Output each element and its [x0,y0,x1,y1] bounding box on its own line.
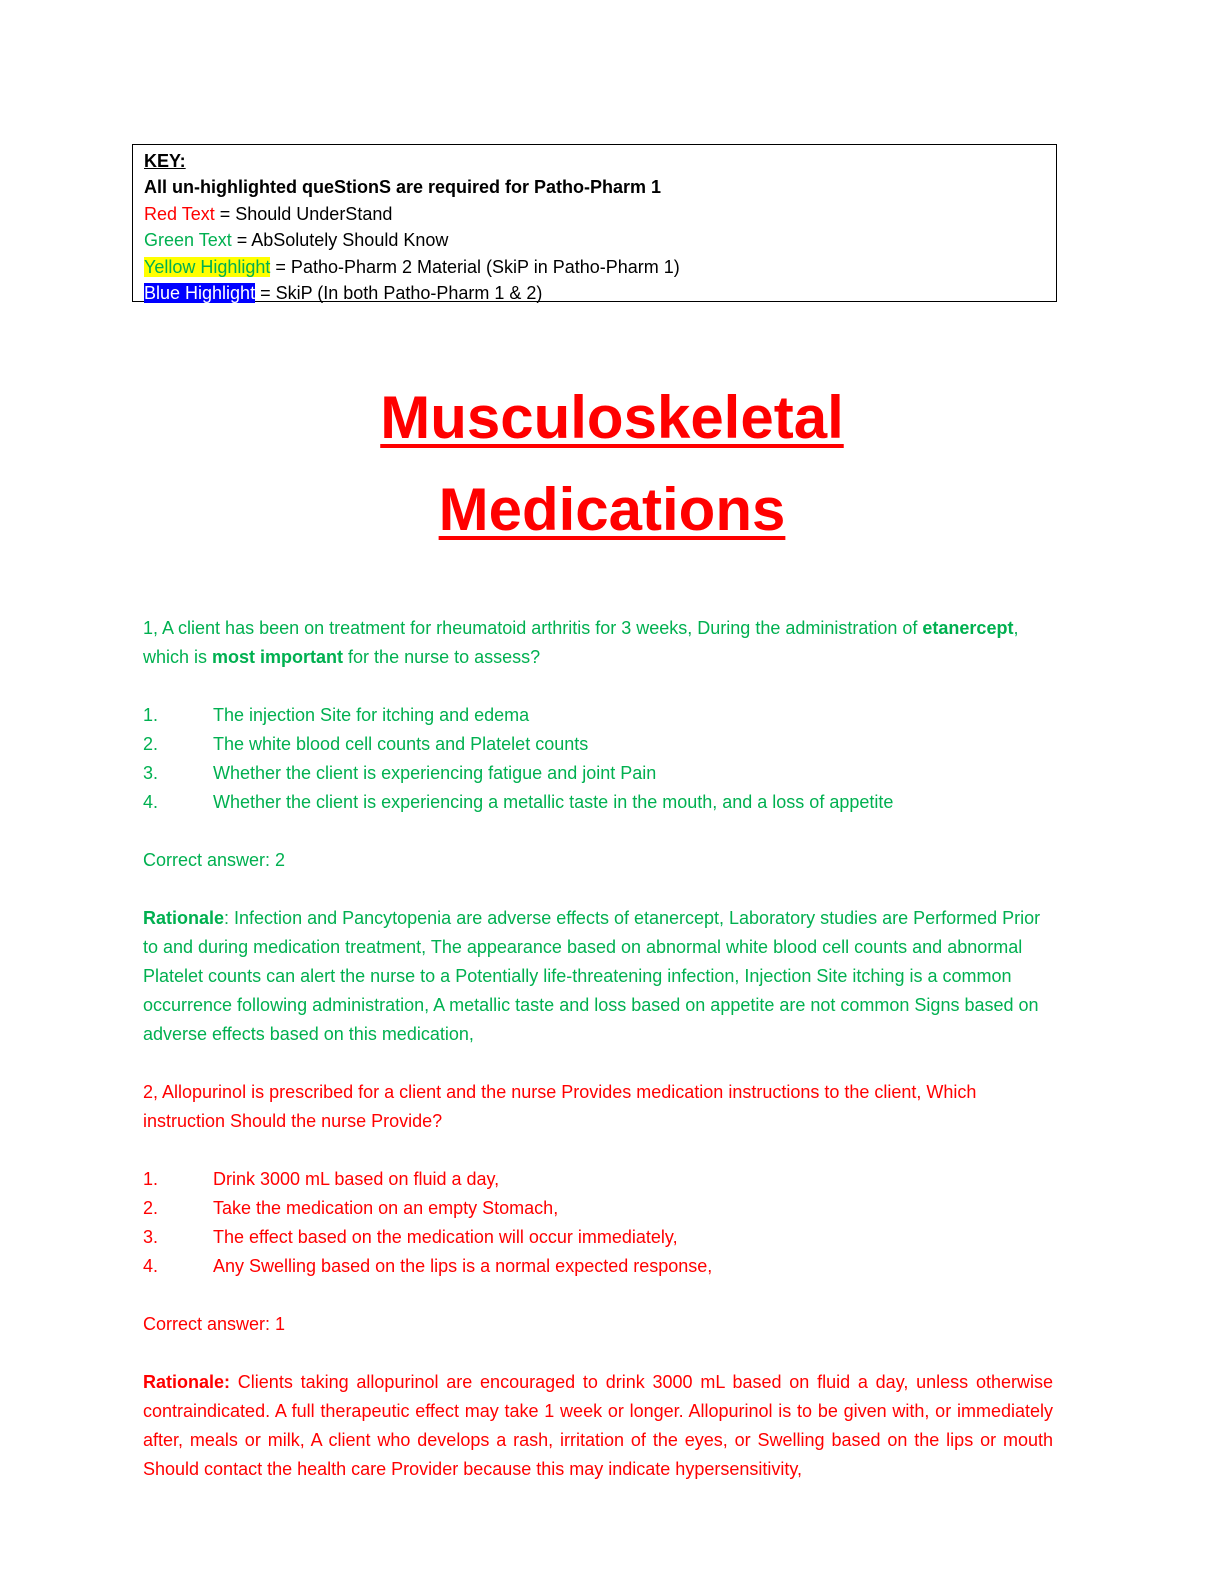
title-line-2: Medications [438,476,786,543]
q1-option-text: The white blood cell counts and Platelet counts [213,734,589,754]
key-line-blue [144,280,1046,306]
q2-option-text: The effect based on the medication will occur immediately, [213,1227,678,1247]
key-line-green [144,227,1046,253]
q1-rationale [143,904,1053,1049]
q1-option [143,701,1053,730]
q1-option-num: 1. [143,705,159,725]
q1-option [143,730,1053,759]
q1-rationale-label: Rationale [143,908,225,928]
key-line-required: All un-highlighted queStionS are required for Patho-Pharm 1 [144,177,662,198]
questions [143,614,1053,1484]
key-line-yellow [144,254,1046,280]
title-line-1: Musculoskeletal [380,384,844,451]
q2-option [143,1194,1053,1223]
key-box [132,144,1057,302]
q2-option-text: Take the medication on an empty Stomach, [213,1198,559,1218]
q1-option-text: Whether the client is experiencing a metallic taste in the mouth, and a loss of appetite [213,792,894,812]
q2-option [143,1165,1053,1194]
q2-option-num: 4. [143,1256,159,1276]
q1-option-num: 2. [143,734,159,754]
q2-rationale-text: Clients taking allopurinol are encouraged to drink 3000 mL based on fluid a day, unless otherwise contraindicated. A full therapeutic effect may take 1 week or longer. Allopurinol is to be given with, or immediately after, meals or milk, A client who develops a rash, irritation of the eyes, or Swelling based on the lips or mouth Should contact the health care Provider because this may indicate hypersensitivity, [143,1372,1053,1479]
key-red-desc: = Should UnderStand [214,203,393,224]
q2-option-num: 2. [143,1198,159,1218]
q2-option-text: Any Swelling based on the lips is a normal expected response, [213,1256,713,1276]
q2-option-text: Drink 3000 mL based on fluid a day, [213,1169,500,1189]
key-green-label: Green Text [144,230,232,251]
q1-option-num: 4. [143,792,159,812]
q2-rationale [143,1368,1053,1484]
question-2 [143,1078,1053,1484]
q1-text-a: 1, A client has been on treatment for rheumatoid arthritis for 3 weeks, During the administration of [143,618,923,638]
q1-option-num: 3. [143,763,159,783]
q1-option-text: Whether the client is experiencing fatigue and joint Pain [213,763,657,783]
q1-option [143,759,1053,788]
page-title [0,372,1224,556]
question-1-stem [143,614,1053,672]
key-line-red [144,201,1046,227]
key-red-label: Red Text [144,203,215,224]
q1-text-c: for the nurse to assess? [343,647,541,667]
q2-option [143,1252,1053,1281]
q1-rationale-text: : Infection and Pancytopenia are adverse effects of etanercept, Laboratory studies are Performed Prior to and during medication treatment, The appearance based on abnormal white blood cell counts and abnormal Platelet counts can alert the nurse to a Potentially life-threatening infection, Injection Site itching is a common occurrence following administration, A metallic taste and loss based on appetite are not common Signs based on adverse effects based on this medication, [143,908,1041,1044]
q1-drug: etanercept [922,618,1014,638]
q1-option [143,788,1053,817]
q1-text-b: , which is [143,618,1019,667]
key-blue-label: Blue Highlight [144,283,256,304]
q1-correct-answer: Correct answer: 2 [143,850,286,870]
q2-option-num: 1. [143,1169,159,1189]
q2-rationale-label: Rationale: [143,1372,231,1392]
question-1 [143,614,1053,1049]
key-yellow-label: Yellow Highlight [144,256,271,277]
question-2-stem: 2, Allopurinol is prescribed for a client and the nurse Provides medication instructions to the client, Which instruction Should the nurse Provide? [143,1082,977,1131]
q2-option-num: 3. [143,1227,159,1247]
q2-correct-answer: Correct answer: 1 [143,1314,286,1334]
key-green-desc: = AbSolutely Should Know [231,230,449,251]
q2-option [143,1223,1053,1252]
key-blue-desc: = SkiP (In both Patho-Pharm 1 & 2) [255,283,543,304]
q1-emph: most important [212,647,344,667]
key-yellow-desc: = Patho-Pharm 2 Material (SkiP in Patho-Pharm 1) [270,256,680,277]
q1-option-text: The injection Site for itching and edema [213,705,530,725]
key-title: KEY: [144,151,186,171]
